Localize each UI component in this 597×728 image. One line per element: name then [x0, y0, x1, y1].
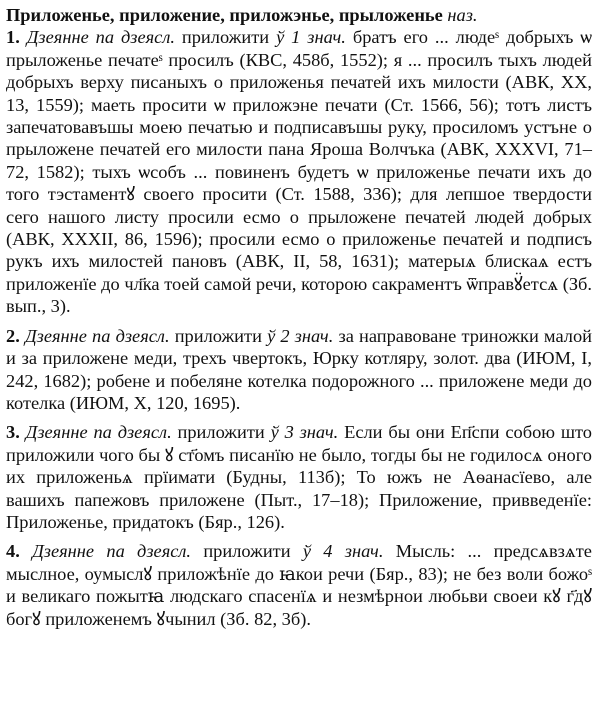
sense-text: Если бы они Еп҃спи собою што приложили чого бы ꙋ ст҃омъ писанїю не было, тогды бы не годилосѧ оного их приложеньѧ прїимати (Будны, 113б); То южъ не Аѳанасїево, але вашихъ папежовъ приложене (Пыт., 17–18); Приложение, привведенїе: Приложенье, придатокъ (Бяр., 126). [6, 422, 592, 532]
sense-ref-verb: приложити [203, 541, 291, 562]
sense-text: за направоване триножки малой и за приложене меди, трехъ чвертокъ, Юрку котляру, золот. два (ИЮМ, I, 242, 1682); робене и побеляне котелка подорожного ... приложене меди до котелка (ИЮМ, X, 120, 1695). [6, 325, 592, 413]
sense-ref-verb: приложити [181, 27, 270, 48]
part-of-speech: наз. [447, 5, 478, 25]
sense-label: Дзеянне па дзеясл. [32, 541, 192, 562]
sense-4 [6, 540, 592, 630]
sense-label: Дзеянне па дзеясл. [24, 325, 170, 346]
sense-number: 1. [6, 27, 20, 48]
sense-ref-sense: ў 1 знач. [276, 27, 346, 48]
sense-2 [6, 325, 592, 415]
sense-ref-sense: ў 4 знач. [302, 541, 384, 562]
sense-text: Мысль: ... предсѧвзѧте мыслное, оумыслꙋ приложѣнїе до ꙗкои речи (Бяр., 83); не без воли божоˢ и великаго пожытꙗ людскаго спасенїѧ и незмѣрнои любьви своеи кꙋ г҃дꙋ богꙋ приложенемъ ꙋчынил (Зб. 82, 3б). [6, 541, 592, 629]
sense-label: Дзеянне па дзеясл. [25, 422, 172, 443]
sense-ref-sense: ў 3 знач. [270, 422, 339, 443]
entry-head [6, 4, 592, 318]
sense-ref-sense: ў 2 знач. [267, 325, 334, 346]
sense-label: Дзеянне па дзеясл. [26, 27, 175, 48]
sense-text: братъ его ... людеˢ добрыхъ ѡ прыложенье печатеˢ просилъ (КВС, 458б, 1552); я ... просилъ тыхъ людей добрыхъ верху писаныхъ о приложенья печатей ихъ милости (АВК, XX, 13, 1559); маеть просити ѡ приложэне печати (Ст. 1566, 56); тотъ листъ запечатовавъшы моею печатью и подписавъшы руку, просиломъ устъне о прыложене печатей его милости пана Яроша Волчъка (АВК, XXXVI, 71–72, 1582); тыхъ ѡсобъ ... повиненъ будетъ ѡ приложенье печати ихъ до того тэстаментꙋ своего просити (Ст. 1588, 336); для лепшое твердости сего нашого листу просили есмо о прыложене печатей людей добрых (АВК, XXXII, 86, 1596); просили есмо о приложенье печатей и подписъ рукъ ихъ милостей пановъ (АВК, II, 58, 1631); матерыѧ блискаѧ естъ приложенїе до чл҃ка тоей самой речи, которою сакраментъ ѿправꙋ̈етсѧ (Зб. вып., 3). [6, 27, 593, 317]
sense-number: 2. [6, 325, 20, 346]
headword: Приложенье, приложение, приложэнье, прыложенье [6, 5, 443, 25]
sense-ref-verb: приложити [177, 422, 265, 443]
sense-number: 4. [6, 541, 20, 562]
sense-ref-verb: приложити [174, 325, 262, 346]
sense-number: 3. [6, 422, 20, 443]
sense-3 [6, 421, 592, 533]
